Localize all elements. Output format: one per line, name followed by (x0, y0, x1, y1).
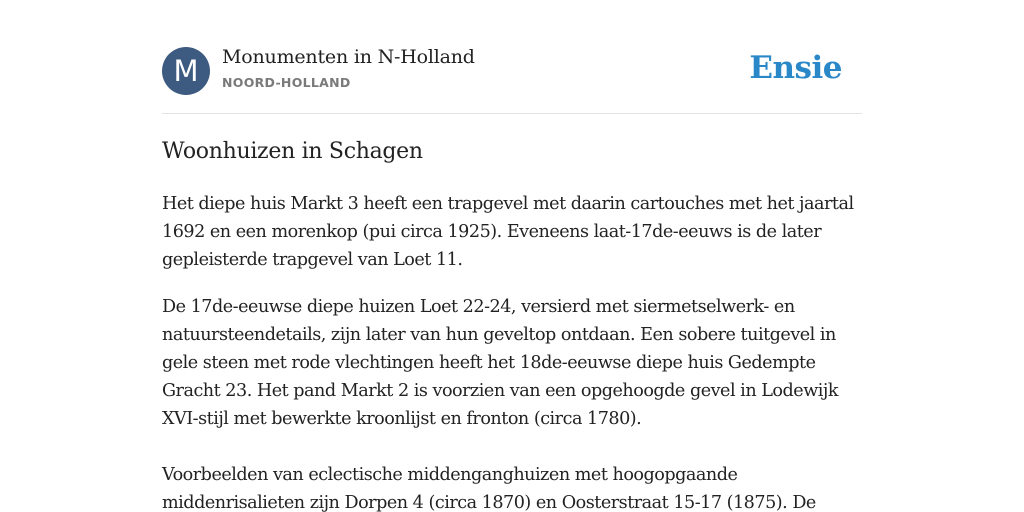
header (162, 46, 862, 96)
avatar[interactable]: M (162, 47, 210, 95)
text-line: 1692 en een morenkop (pui circa 1925). Eveneens laat-17de-eeuws is de later (162, 222, 822, 242)
paragraph-1 (162, 190, 862, 274)
book-subtitle: NOORD-HOLLAND (222, 75, 351, 90)
text-line: gepleisterde trapgevel van Loet 11. (162, 250, 463, 270)
text-line: Gracht 23. Het pand Markt 2 is voorzien van een opgehoogde gevel in Lodewijk (162, 381, 838, 401)
text-line: Voorbeelden van eclectische middenganghuizen met hoogopgaande (162, 465, 738, 485)
text-line: Het diepe huis Markt 3 heeft een trapgevel met daarin cartouches met het jaartal (162, 194, 854, 214)
article-body (162, 190, 862, 512)
text-line: XVI-stijl met bewerkte kroonlijst en fronton (circa 1780). (162, 409, 642, 429)
text-line: De 17de-eeuwse diepe huizen Loet 22-24, versierd met siermetselwerk- en (162, 297, 795, 317)
brand-logo[interactable]: Ensie (749, 50, 842, 86)
book-title-link[interactable]: Monumenten in N-Holland (222, 46, 475, 68)
text-line: natuursteendetails, zijn later van hun geveltop ontdaan. Een sobere tuitgevel in (162, 325, 836, 345)
header-divider (162, 113, 862, 114)
article-title: Woonhuizen in Schagen (162, 139, 423, 164)
text-line: middenrisalieten zijn Dorpen 4 (circa 1870) en Oosterstraat 15-17 (1875). De (162, 493, 816, 512)
text-line: gele steen met rode vlechtingen heeft het 18de-eeuwse diepe huis Gedempte (162, 353, 816, 373)
paragraph-2 (162, 293, 862, 512)
line-break (162, 433, 862, 461)
